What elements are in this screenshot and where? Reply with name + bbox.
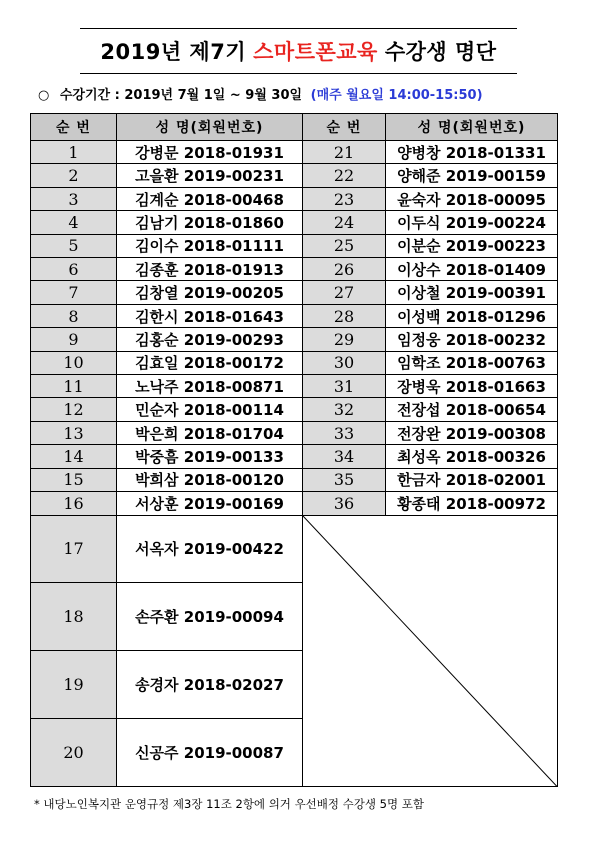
student-name-id: 양해준 2019-00159 xyxy=(386,164,558,187)
student-name-id: 이분순 2019-00223 xyxy=(386,234,558,257)
student-name-id: 김이수 2018-01111 xyxy=(117,234,303,257)
student-roster-table xyxy=(30,113,558,787)
title-part1: 2019년 제7기 xyxy=(100,40,247,64)
row-number: 32 xyxy=(303,398,386,421)
row-number: 33 xyxy=(303,421,386,444)
student-name-id: 황종태 2018-00972 xyxy=(386,492,558,515)
table-row xyxy=(31,445,558,468)
row-number: 12 xyxy=(31,398,117,421)
document-title xyxy=(80,28,517,74)
header-name-right: 성 명(회원번호) xyxy=(386,114,558,141)
period-schedule: (매주 월요일 14:00-15:50) xyxy=(310,88,483,103)
row-number: 16 xyxy=(31,492,117,515)
student-name-id: 전장섭 2018-00654 xyxy=(386,398,558,421)
empty-cells-strikethrough xyxy=(303,515,558,787)
row-number: 19 xyxy=(31,651,117,719)
student-name-id: 신공주 2019-00087 xyxy=(117,719,303,787)
row-number: 3 xyxy=(31,187,117,210)
student-name-id: 김계순 2018-00468 xyxy=(117,187,303,210)
row-number: 1 xyxy=(31,141,117,164)
row-number: 25 xyxy=(303,234,386,257)
row-number: 29 xyxy=(303,328,386,351)
row-number: 26 xyxy=(303,258,386,281)
row-number: 5 xyxy=(31,234,117,257)
table-row xyxy=(31,281,558,304)
student-name-id: 박희삼 2018-00120 xyxy=(117,468,303,491)
student-name-id: 서상훈 2019-00169 xyxy=(117,492,303,515)
row-number: 28 xyxy=(303,304,386,327)
title-part2: 수강생 명단 xyxy=(384,40,497,64)
row-number: 9 xyxy=(31,328,117,351)
course-period xyxy=(38,84,578,103)
row-number: 27 xyxy=(303,281,386,304)
footnote: * 내당노인복지관 운영규정 제3장 11조 2항에 의거 우선배정 수강생 5명 포함 xyxy=(34,797,424,811)
row-number: 13 xyxy=(31,421,117,444)
table-row xyxy=(31,351,558,374)
student-name-id: 송경자 2018-02027 xyxy=(117,651,303,719)
student-name-id: 임정웅 2018-00232 xyxy=(386,328,558,351)
header-number-right: 순 번 xyxy=(303,114,386,141)
table-row xyxy=(31,328,558,351)
table-row xyxy=(31,421,558,444)
student-name-id: 박은희 2018-01704 xyxy=(117,421,303,444)
student-name-id: 김남기 2018-01860 xyxy=(117,211,303,234)
row-number: 34 xyxy=(303,445,386,468)
row-number: 15 xyxy=(31,468,117,491)
row-number: 18 xyxy=(31,583,117,651)
row-number: 2 xyxy=(31,164,117,187)
student-name-id: 이성백 2018-01296 xyxy=(386,304,558,327)
title-highlight: 스마트폰교육 xyxy=(253,40,378,64)
table-row xyxy=(31,211,558,234)
row-number: 11 xyxy=(31,375,117,398)
table-row xyxy=(31,492,558,515)
table-row xyxy=(31,258,558,281)
table-row xyxy=(31,398,558,421)
student-name-id: 김종훈 2018-01913 xyxy=(117,258,303,281)
student-name-id: 이상수 2018-01409 xyxy=(386,258,558,281)
row-number: 17 xyxy=(31,515,117,583)
period-text: 수강기간 : 2019년 7월 1일 ~ 9월 30일 xyxy=(59,88,303,103)
student-name-id: 윤숙자 2018-00095 xyxy=(386,187,558,210)
header-name-left: 성 명(회원번호) xyxy=(117,114,303,141)
table-row xyxy=(31,304,558,327)
student-name-id: 최성옥 2018-00326 xyxy=(386,445,558,468)
student-name-id: 김홍순 2019-00293 xyxy=(117,328,303,351)
student-name-id: 강병문 2018-01931 xyxy=(117,141,303,164)
student-name-id: 김한시 2018-01643 xyxy=(117,304,303,327)
student-name-id: 전장완 2019-00308 xyxy=(386,421,558,444)
student-name-id: 김창열 2019-00205 xyxy=(117,281,303,304)
row-number: 4 xyxy=(31,211,117,234)
student-name-id: 한금자 2018-02001 xyxy=(386,468,558,491)
table-row xyxy=(31,141,558,164)
student-name-id: 양병창 2018-01331 xyxy=(386,141,558,164)
table-row xyxy=(31,515,558,583)
row-number: 8 xyxy=(31,304,117,327)
student-name-id: 서옥자 2019-00422 xyxy=(117,515,303,583)
row-number: 14 xyxy=(31,445,117,468)
row-number: 24 xyxy=(303,211,386,234)
table-row xyxy=(31,468,558,491)
header-number-left: 순 번 xyxy=(31,114,117,141)
row-number: 7 xyxy=(31,281,117,304)
student-name-id: 이상철 2019-00391 xyxy=(386,281,558,304)
student-name-id: 민순자 2018-00114 xyxy=(117,398,303,421)
bullet-circle: ○ xyxy=(38,88,50,103)
row-number: 23 xyxy=(303,187,386,210)
student-name-id: 고을환 2019-00231 xyxy=(117,164,303,187)
row-number: 21 xyxy=(303,141,386,164)
table-header-row xyxy=(31,114,558,141)
row-number: 36 xyxy=(303,492,386,515)
row-number: 35 xyxy=(303,468,386,491)
student-name-id: 임학조 2018-00763 xyxy=(386,351,558,374)
student-name-id: 이두식 2019-00224 xyxy=(386,211,558,234)
diagonal-line xyxy=(303,516,557,787)
row-number: 10 xyxy=(31,351,117,374)
row-number: 31 xyxy=(303,375,386,398)
table-row xyxy=(31,375,558,398)
student-name-id: 노낙주 2018-00871 xyxy=(117,375,303,398)
row-number: 30 xyxy=(303,351,386,374)
table-row xyxy=(31,187,558,210)
student-name-id: 장병욱 2018-01663 xyxy=(386,375,558,398)
student-name-id: 박중흠 2019-00133 xyxy=(117,445,303,468)
row-number: 6 xyxy=(31,258,117,281)
row-number: 20 xyxy=(31,719,117,787)
table-row xyxy=(31,234,558,257)
student-name-id: 손주환 2019-00094 xyxy=(117,583,303,651)
student-name-id: 김효일 2018-00172 xyxy=(117,351,303,374)
table-row xyxy=(31,164,558,187)
row-number: 22 xyxy=(303,164,386,187)
